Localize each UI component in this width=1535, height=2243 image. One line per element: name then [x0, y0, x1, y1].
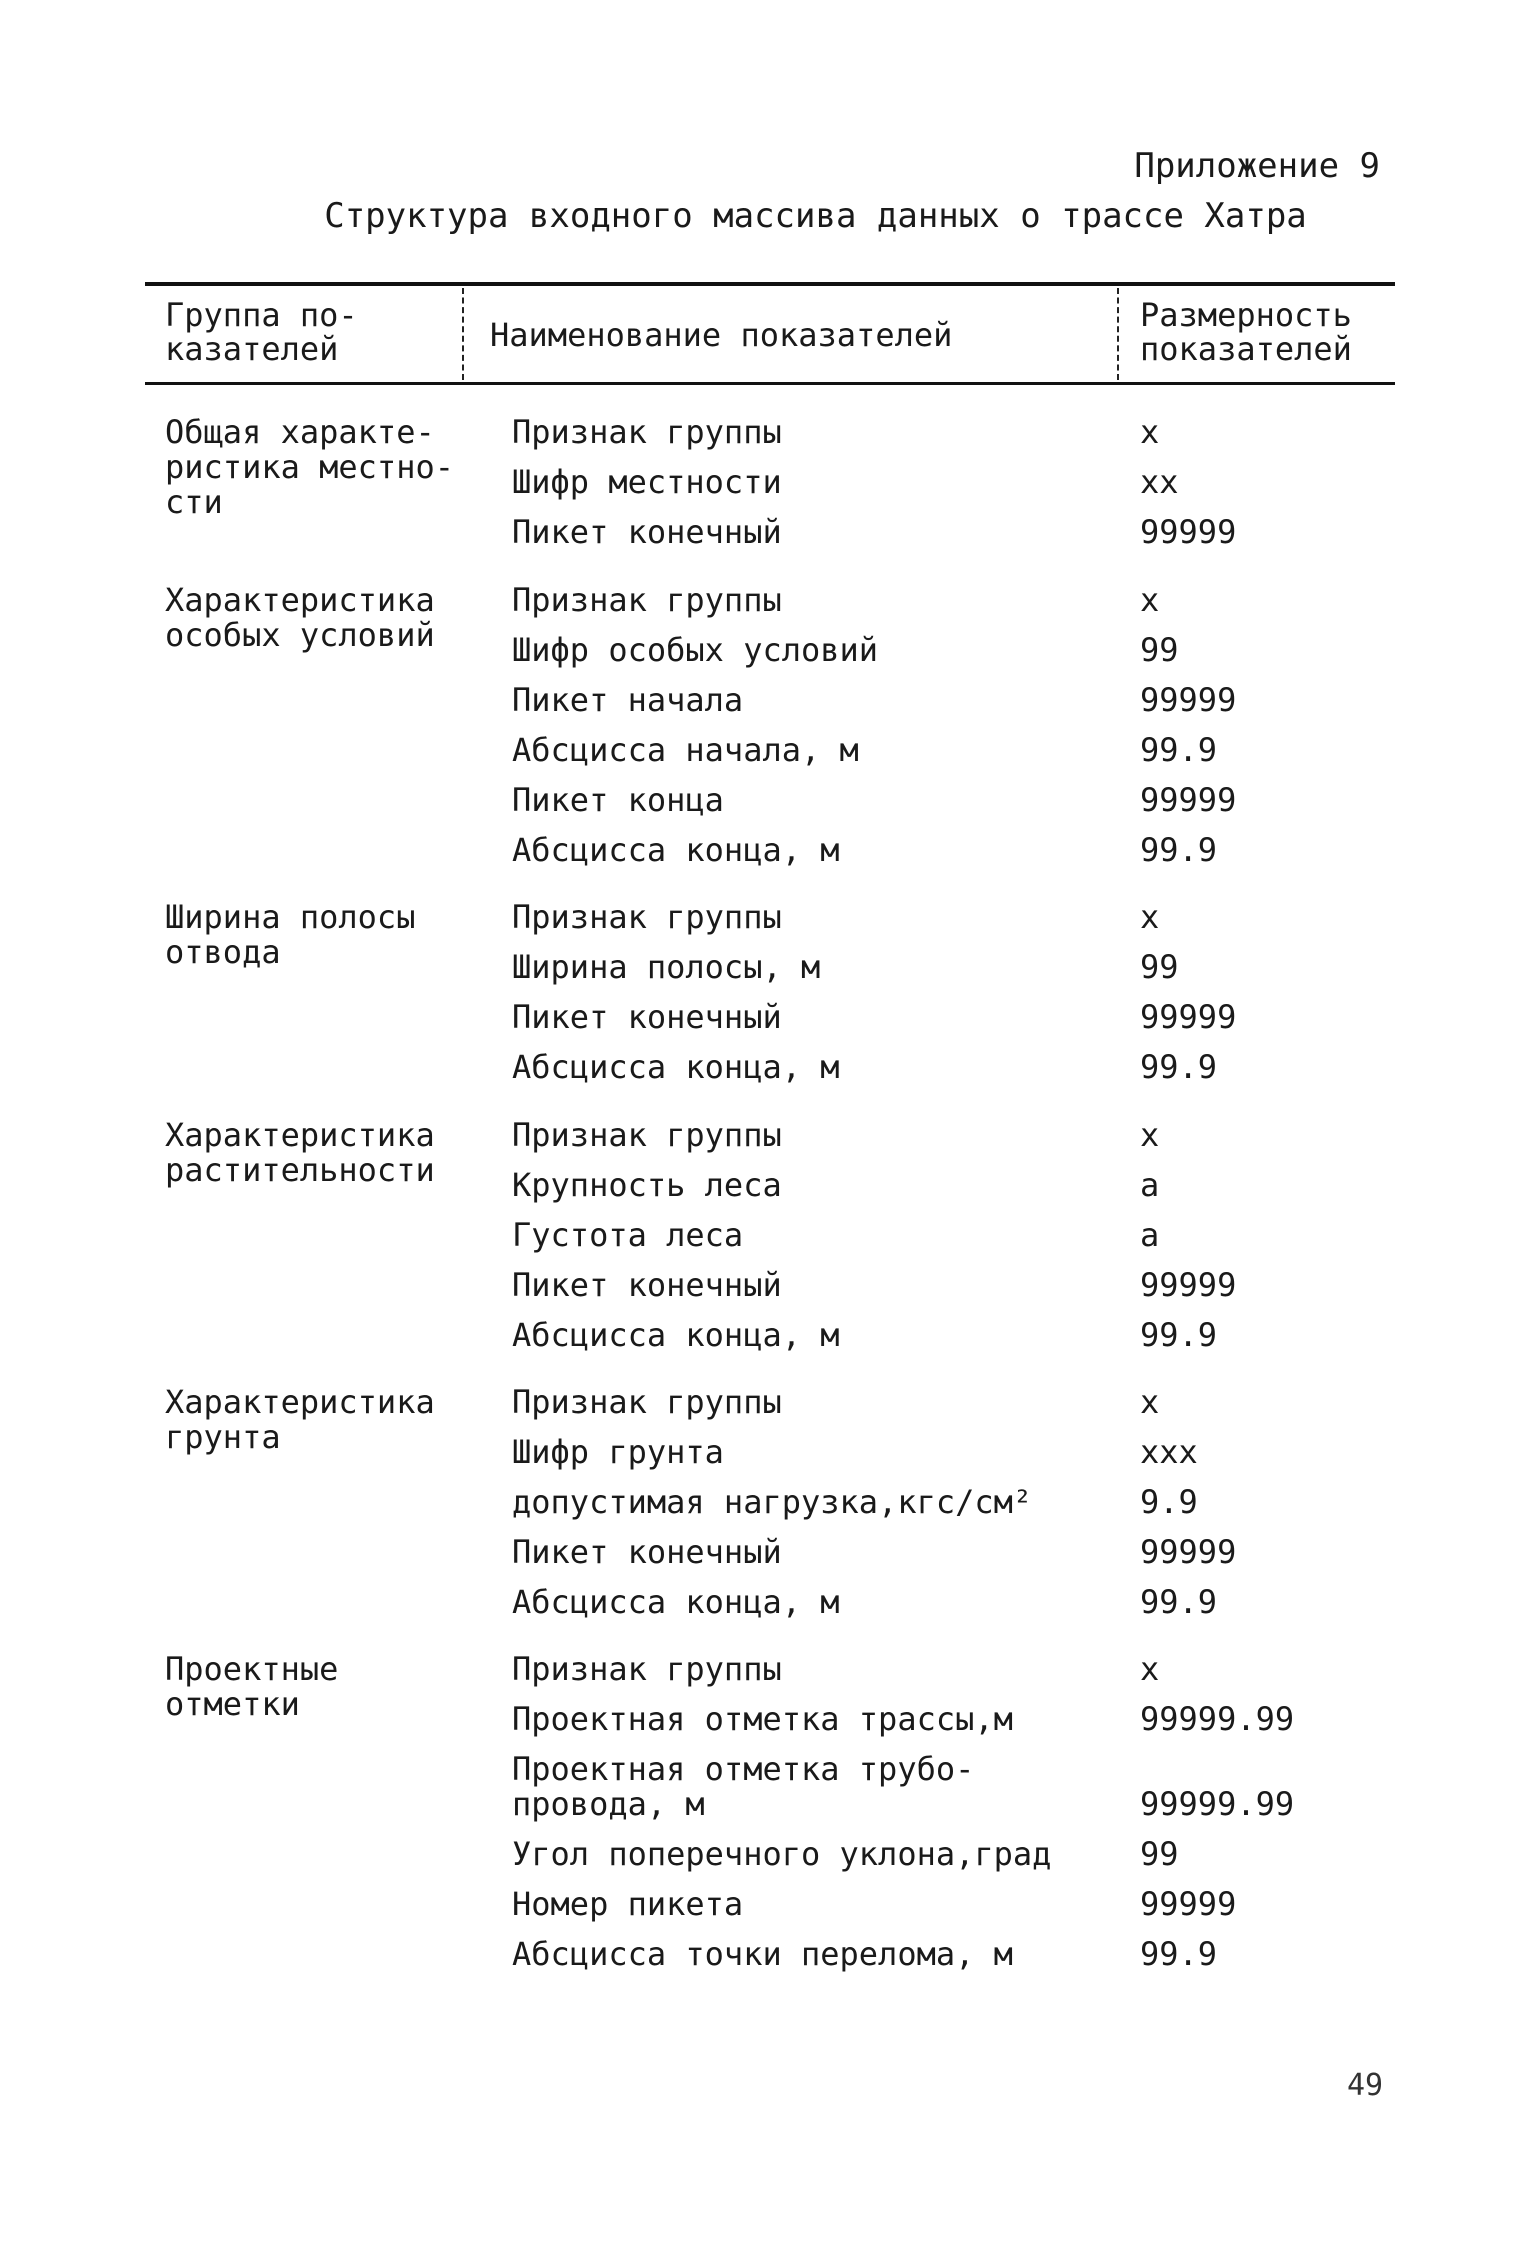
row-name: Признак группы: [512, 1383, 782, 1421]
column-divider: [1117, 288, 1119, 380]
row-unit: 99: [1140, 631, 1179, 669]
row-name: Признак группы: [512, 581, 782, 619]
row-unit: 99.9: [1140, 731, 1218, 769]
row-unit: х: [1140, 1650, 1160, 1688]
row-name: Пикет конечный: [512, 513, 782, 551]
group-label: Ширина полосы отвода: [165, 898, 416, 971]
column-divider: [462, 288, 464, 380]
row-name: Признак группы: [512, 1650, 782, 1688]
row-unit: 99999: [1140, 781, 1237, 819]
row-unit: 99.9: [1140, 1935, 1218, 1973]
row-unit: 99: [1140, 1835, 1179, 1873]
page-number: 49: [1347, 2068, 1384, 2103]
row-name: Крупность леса: [512, 1166, 782, 1204]
table-header-rule: [145, 382, 1395, 385]
row-unit: 99.9: [1140, 1583, 1218, 1621]
table-top-rule: [145, 282, 1395, 286]
row-unit: 99999: [1140, 1885, 1237, 1923]
row-unit: ххх: [1140, 1433, 1198, 1471]
group-label: Характеристика грунта: [165, 1383, 435, 1456]
row-name: Шифр грунта: [512, 1433, 724, 1471]
row-unit: 99999: [1140, 1533, 1237, 1571]
row-name: Номер пикета: [512, 1885, 744, 1923]
row-name: Проектная отметка трассы,м: [512, 1700, 1013, 1738]
row-name: Абсцисса конца, м: [512, 1048, 840, 1086]
group-label: Общая характе- ристика местно- сти: [165, 413, 454, 521]
row-unit: 99999.99: [1140, 1785, 1295, 1823]
row-unit: хх: [1140, 463, 1179, 501]
document-title: [0, 196, 1535, 236]
row-unit: х: [1140, 1116, 1160, 1154]
row-name: Шифр особых условий: [512, 631, 879, 669]
row-unit: 99.9: [1140, 831, 1218, 869]
column-header-unit: Размерность показателей: [1140, 296, 1352, 368]
group-label: Характеристика растительности: [165, 1116, 435, 1189]
row-unit: 99999: [1140, 1266, 1237, 1304]
row-name: Пикет конечный: [512, 1266, 782, 1304]
row-name: Пикет начала: [512, 681, 744, 719]
row-name: Пикет конца: [512, 781, 724, 819]
row-unit: 99999: [1140, 681, 1237, 719]
column-header-name: Наименование показателей: [490, 316, 953, 354]
row-unit: 99999: [1140, 513, 1237, 551]
row-name: Абсцисса конца, м: [512, 1583, 840, 1621]
row-unit: 99.9: [1140, 1316, 1218, 1354]
row-name: Абсцисса конца, м: [512, 1316, 840, 1354]
row-name: Проектная отметка трубо- провода, м: [512, 1750, 975, 1823]
row-unit: х: [1140, 1383, 1160, 1421]
row-unit: 99: [1140, 948, 1179, 986]
row-unit: х: [1140, 581, 1160, 619]
row-name: Шифр местности: [512, 463, 782, 501]
row-name: Абсцисса точки перелома, м: [512, 1935, 1013, 1973]
row-name: Угол поперечного уклона,град: [512, 1835, 1052, 1873]
row-name: Густота леса: [512, 1216, 744, 1254]
row-name: допустимая нагрузка,кгс/см²: [512, 1483, 1033, 1521]
row-name: Признак группы: [512, 413, 782, 451]
row-unit: а: [1140, 1216, 1160, 1254]
row-unit: а: [1140, 1166, 1160, 1204]
row-unit: х: [1140, 413, 1160, 451]
row-name: Пикет конечный: [512, 998, 782, 1036]
row-unit: 99.9: [1140, 1048, 1218, 1086]
group-label: Характеристика особых условий: [165, 581, 435, 654]
row-name: Ширина полосы, м: [512, 948, 821, 986]
row-name: Абсцисса начала, м: [512, 731, 859, 769]
group-label: Проектные отметки: [165, 1650, 339, 1723]
row-name: Пикет конечный: [512, 1533, 782, 1571]
row-name: Абсцисса конца, м: [512, 831, 840, 869]
column-header-group: Группа по- казателей: [165, 296, 358, 368]
row-name: Признак группы: [512, 898, 782, 936]
row-unit: 9.9: [1140, 1483, 1198, 1521]
row-name: Признак группы: [512, 1116, 782, 1154]
document-title-text: Структура входного массива данных о трассе Хатра: [324, 196, 1307, 236]
appendix-label: Приложение 9: [1134, 146, 1380, 186]
row-unit: 99999.99: [1140, 1700, 1295, 1738]
row-unit: 99999: [1140, 998, 1237, 1036]
row-unit: х: [1140, 898, 1160, 936]
